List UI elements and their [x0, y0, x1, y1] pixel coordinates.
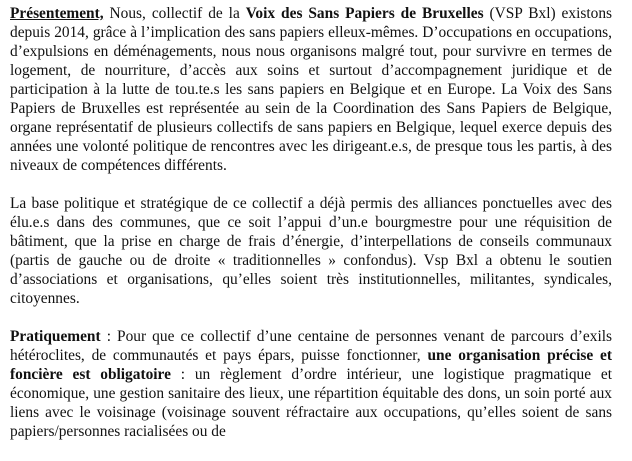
paragraph-text: : un règlement d’ordre intérieur, une logistique pragmatique et économique, une gestion sanitaire des lieux, une répartition équitable des dons, un soin porté aux liens avec le voisinage (voisinage souvent réfractaire aux occupations, qu’elles soient de sans papiers/personnes racialisées ou de — [10, 366, 612, 440]
heading-presentement: Présentement, — [10, 5, 104, 22]
paragraph-text: : Pour que ce collectif d’une centaine de personnes venant de parcours d’exils hétéroclites, de communautés et pays épars, puisse fonctionner, — [10, 328, 612, 364]
paragraph-pratiquement — [10, 327, 612, 441]
heading-pratiquement: Pratiquement — [10, 328, 101, 345]
org-name-bold: Voix des Sans Papiers de Bruxelles — [245, 5, 484, 22]
paragraph-presentation — [10, 4, 612, 175]
paragraph-text: (VSP Bxl) existons depuis 2014, grâce à l’implication des sans papiers elleux-mêmes. D’occupations en occupations, d’expulsions en déménagements, nous nous organisons malgré tout, pour survivre en termes de logement, de nourriture, d’accès aux soins et surtout d’accompagnement juridique et de participation à la lutte de tou.te.s les sans papiers en Belgique et en Europe. La Voix des Sans Papiers de Bruxelles est représentée au sein de la Coordination des Sans Papiers de Belgique, organe représentatif de plusieurs collectifs de sans papiers en Belgique, lequel exerce depuis des années une volonté politique de rencontres avec les dirigeant.e.s, de presque tous les partis, à des niveaux de compétences différents. — [10, 5, 613, 174]
paragraph-base-politique: La base politique et stratégique de ce collectif a déjà permis des alliances ponctuelles avec des élu.e.s dans des communes, que ce soit l’appui d’un.e bourgmestre pour une réquisition de bâtiment, que la prise en charge de frais d’énergie, d’interpellations de conseils communaux (partis de gauche ou de droite « traditionnelles » confondus). Vsp Bxl a obtenu le soutien d’associations et organisations, qu’elles soient très institutionnelles, militantes, syndicales, citoyennes. — [10, 195, 612, 307]
emphasis-organisation: une organisation précise et foncière est obligatoire — [10, 347, 612, 383]
paragraph-text: Nous, collectif de la — [103, 5, 246, 22]
